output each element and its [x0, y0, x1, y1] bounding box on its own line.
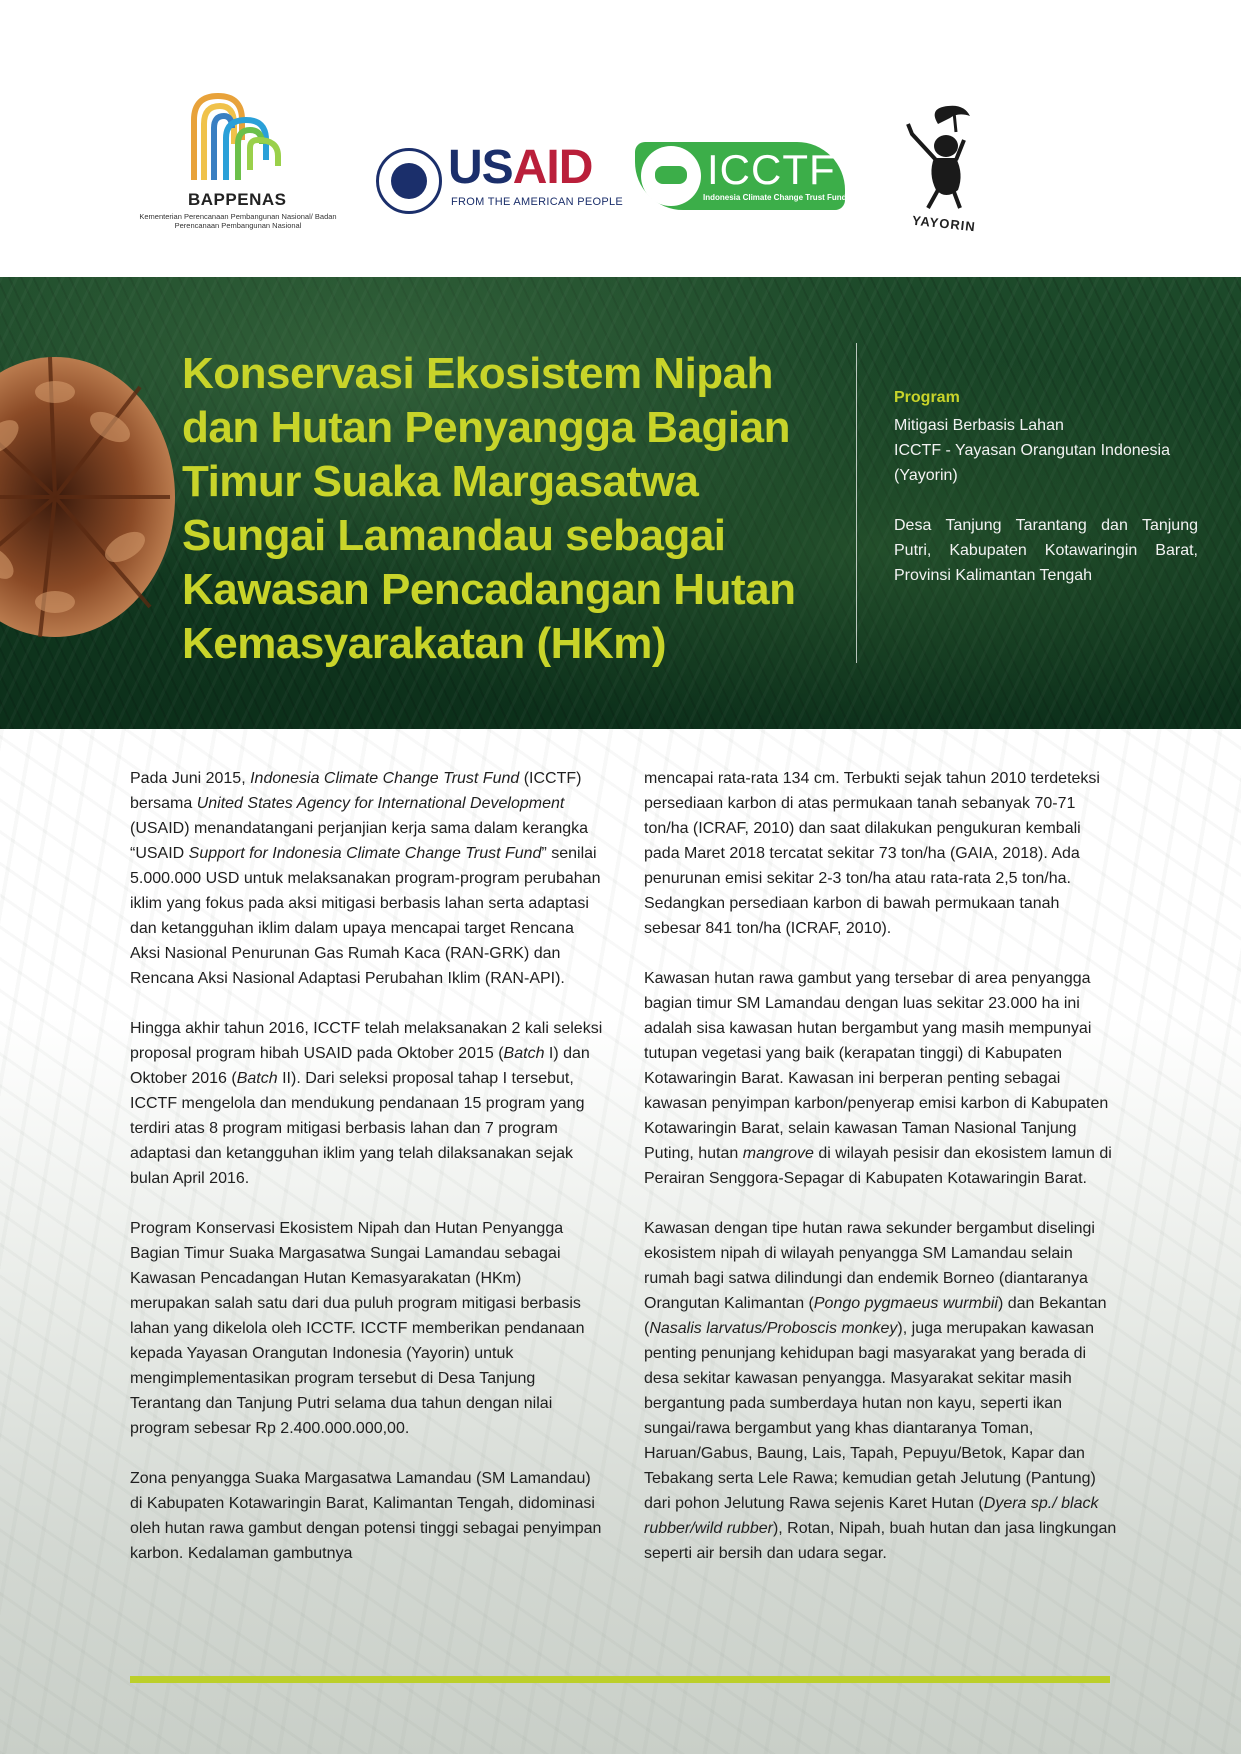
bappenas-logo [128, 90, 338, 230]
program-details [894, 413, 1198, 488]
pine-cone-image [0, 347, 190, 647]
paragraph: mencapai rata-rata 134 cm. Terbukti sejak tahun 2010 terdeteksi persediaan karbon di atas permukaan tanah sebanyak 70-71 ton/ha (ICRAF, 2010) dan saat dilakukan pengukuran kembali pada Maret 2018 tercatat sekitar 73 ton/ha (GAIA, 2018). Ada penurunan emisi sekitar 2-3 ton/ha atau rata-rata 2,5 ton/ha. Sedangkan persediaan karbon di bawah permukaan tanah sebesar 841 ton/ha (ICRAF, 2010). [644, 770, 1100, 937]
usaid-word-aid: AID [512, 141, 593, 194]
right-column [644, 766, 1118, 1566]
paragraph: Kawasan hutan rawa gambut yang tersebar di area penyangga bagian timur SM Lamandau dengan luas sekitar 23.000 ha ini adalah sisa kawasan hutan bergambut yang masih mempunyai tutupan vegetasi yang baik (kerapatan tinggi) di Kabupaten Kotawaringin Barat. Kawasan ini berperan penting sebagai kawasan penyimpan karbon/penyerap emisi karbon di Kabupaten Kotawaringin Barat, selain kawasan Taman Nasional Tanjung Puting, hutan mangrove di wilayah pesisir dan ekosistem lamun di Perairan Senggora-Sepagar di Kabupaten Kotawaringin Barat. [644, 970, 1112, 1187]
yayorin-name: YAYORIN [911, 212, 977, 235]
yayorin-logo [898, 104, 988, 234]
banner-divider [856, 343, 857, 663]
yayorin-orangutan-icon [898, 104, 988, 216]
bappenas-logo-icon [186, 90, 286, 186]
usaid-logo [376, 141, 624, 216]
title-banner [0, 277, 1241, 729]
bappenas-subtitle: Kementerian Perencanaan Pembangunan Nasional/ Badan Perencanaan Pembangunan Nasional [139, 212, 337, 230]
program-type: Mitigasi Berbasis Lahan [894, 417, 1064, 434]
icctf-logo [635, 142, 845, 210]
paragraph: Hingga akhir tahun 2016, ICCTF telah melaksanakan 2 kali seleksi proposal program hibah USAID pada Oktober 2015 (Batch I) dan Oktober 2016 (Batch II). Dari seleksi proposal tahap I tersebut, ICCTF mengelola dan mendukung pendanaan 15 program yang terdiri atas 8 program mitigasi berbasis lahan dan 7 program adaptasi dan ketangguhan iklim yang telah dilaksanakan sejak bulan April 2016. [130, 1020, 603, 1187]
paragraph: Zona penyangga Suaka Margasatwa Lamandau (SM Lamandau) di Kabupaten Kotawaringin Barat, Kalimantan Tengah, didominasi oleh hutan rawa gambut dengan potensi tinggi sebagai penyimpan karbon. Kedalaman gambutnya [130, 1470, 602, 1562]
paragraph: Program Konservasi Ekosistem Nipah dan Hutan Penyangga Bagian Timur Suaka Margasatwa Sungai Lamandau sebagai Kawasan Pencadangan Hutan Kemasyarakatan (HKm) merupakan salah satu dari dua puluh program mitigasi berbasis lahan yang dikelola oleh ICCTF. ICCTF memberikan pendanaan kepada Yayasan Orangutan Indonesia (Yayorin) untuk mengimplementasikan program tersebut di Desa Tanjung Terantang dan Tanjung Putri selama dua tahun dengan nilai program sebesar Rp 2.400.000.000,00. [130, 1220, 585, 1437]
program-label: Program [894, 389, 960, 406]
icctf-tagline: Indonesia Climate Change Trust Fund [703, 193, 847, 202]
program-location: Desa Tanjung Tarantang dan Tanjung Putri, Kabupaten Kotawaringin Barat, Provinsi Kalimantan Tengah [894, 517, 1198, 584]
usaid-seal-icon [376, 148, 442, 214]
usaid-wordmark [448, 140, 592, 195]
program-implementer: ICCTF - Yayasan Orangutan Indonesia (Yayorin) [894, 442, 1170, 484]
paragraph: Pada Juni 2015, Indonesia Climate Change Trust Fund (ICCTF) bersama United States Agency for International Development (USAID) menandatangani perjanjian kerja sama dalam kerangka “USAID Support for Indonesia Climate Change Trust Fund” senilai 5.000.000 USD untuk melaksanakan program-program perubahan iklim yang fokus pada aksi mitigasi berbasis lahan serta adaptasi dan ketangguhan iklim dalam upaya mencapai target Rencana Aksi Nasional Penurunan Gas Rumah Kaca (RAN-GRK) dan Rencana Aksi Nasional Adaptasi Perubahan Iklim (RAN-API). [130, 770, 601, 987]
bottom-rule [130, 1676, 1110, 1683]
usaid-tagline: FROM THE AMERICAN PEOPLE [451, 196, 624, 208]
bappenas-name: BAPPENAS [188, 190, 287, 209]
left-column [130, 766, 604, 1566]
usaid-word-us: US [448, 141, 513, 194]
paragraph: Kawasan dengan tipe hutan rawa sekunder bergambut diselingi ekosistem nipah di wilayah penyangga SM Lamandau selain rumah bagi satwa dilindungi dan endemik Borneo (diantaranya Orangutan Kalimantan (Pongo pygmaeus wurmbii) dan Bekantan (Nasalis larvatus/Proboscis monkey), juga merupakan kawasan penting penunjang kehidupan bagi masyarakat yang berada di desa sekitar kawasan penyangga. Masyarakat sekitar masih bergantung pada sumberdaya hutan non kayu, seperti ikan sungai/rawa bergambut yang khas diantaranya Toman, Haruan/Gabus, Baung, Lais, Tapah, Pepuyu/Betok, Kapar dan Tebakang serta Lele Rawa; kemudian getah Jelutung (Pantung) dari pohon Jelutung Rawa sejenis Karet Hutan (Dyera sp./ black rubber/wild rubber), Rotan, Nipah, buah hutan dan jasa lingkungan seperti air bersih dan udara segar. [644, 1220, 1117, 1562]
logo-strip [0, 0, 1241, 277]
icctf-globe-icon [641, 146, 701, 206]
body-area [0, 729, 1241, 1754]
page-title: Konservasi Ekosistem Nipah dan Hutan Penyangga Bagian Timur Suaka Margasatwa Sungai Lamandau sebagai Kawasan Pencadangan Hutan Kemasyarakatan (HKm) [182, 349, 796, 668]
icctf-wordmark: ICCTF [707, 146, 836, 193]
